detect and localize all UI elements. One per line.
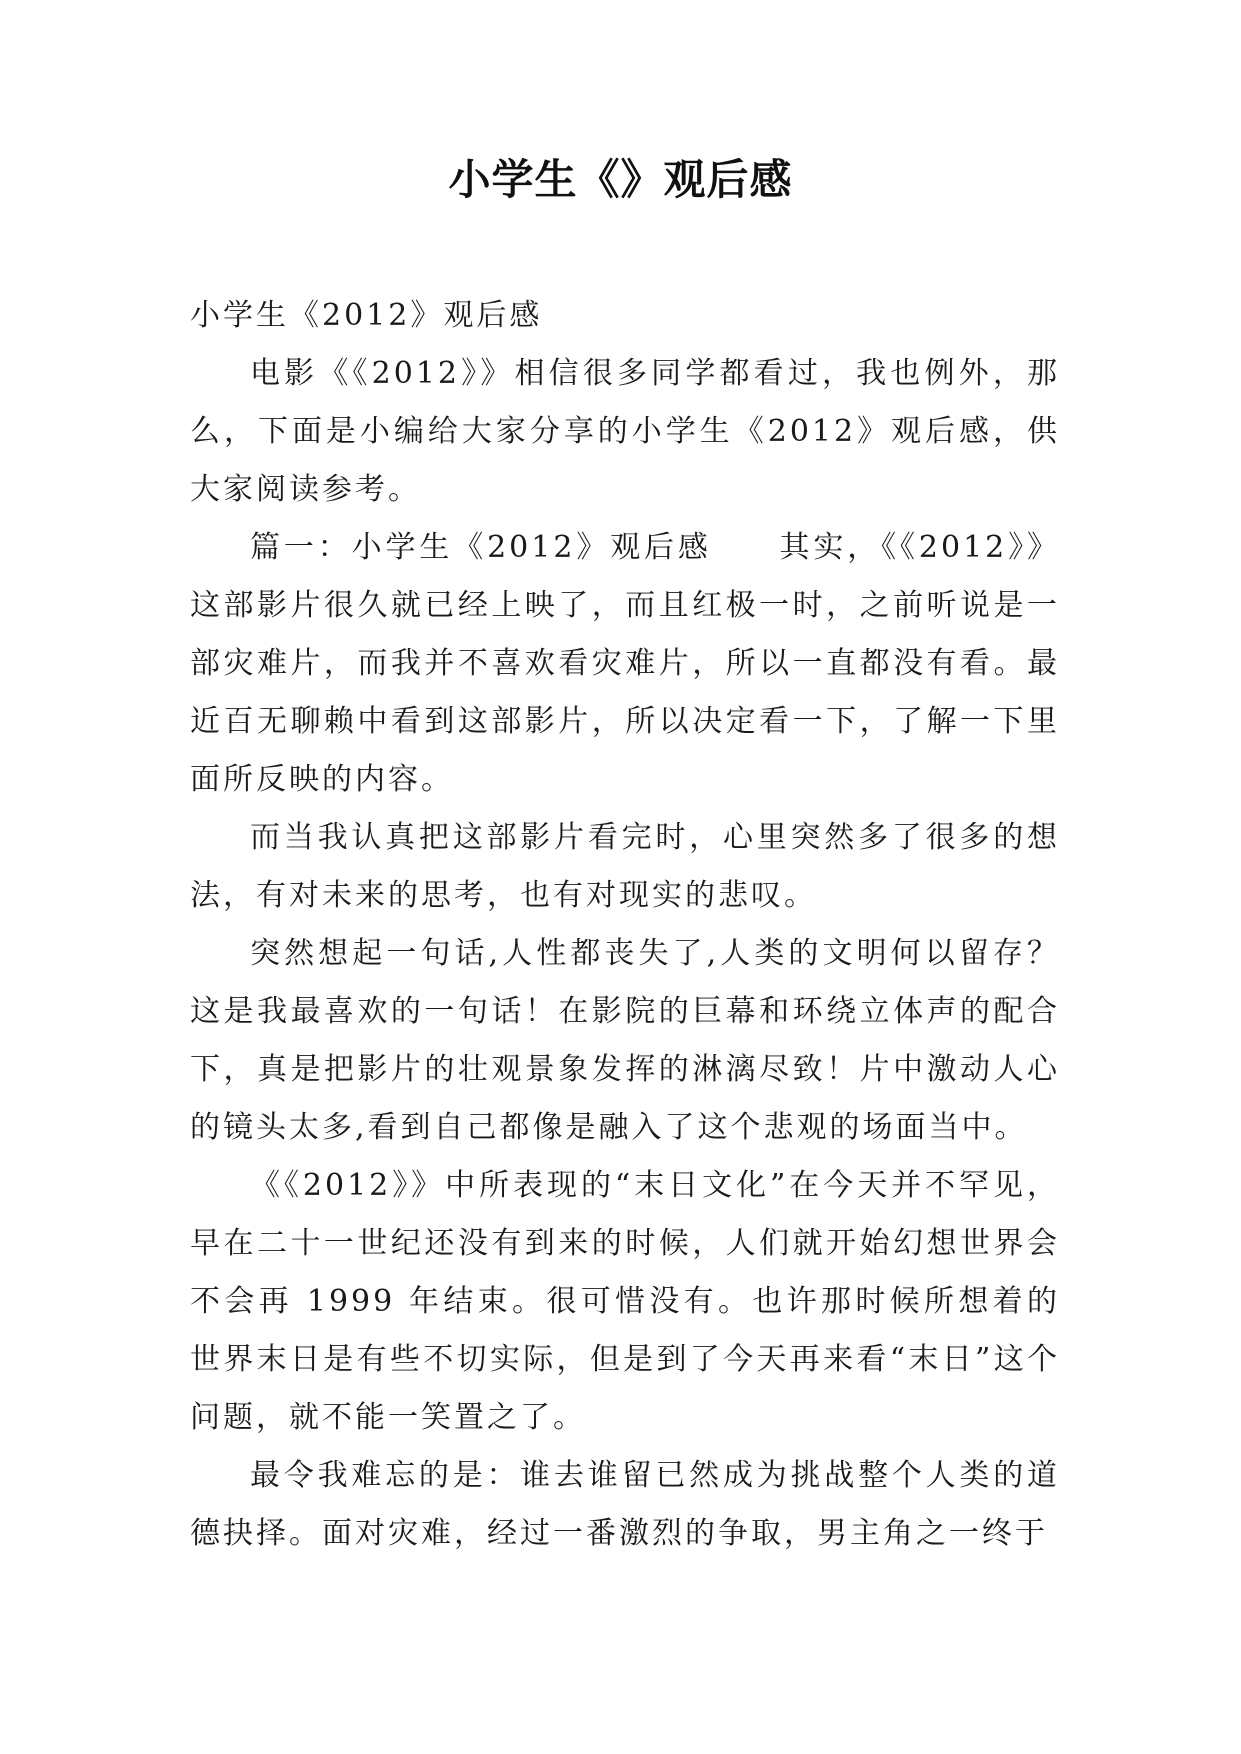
paragraph-part-one: 篇一：小学生《2012》观后感 其实，《《2012》》这部影片很久就已经上映了，而且红极一时，之前听说是一部灾难片，而我并不喜欢看灾难片，所以一直都没有看。最近百无聊赖中看到这部影片，所以决定看一下，了解一下里面所反映的内容。 (190, 530, 1060, 797)
document-body (190, 287, 1060, 1563)
paragraph-quote: 突然想起一句话,人性都丧失了,人类的文明何以留存？这是我最喜欢的一句话！在影院的巨幕和环绕立体声的配合下，真是把影片的壮观景象发挥的淋漓尽致！片中激动人心的镜头太多,看到自己都像是融入了这个悲观的场面当中。 (190, 936, 1060, 1145)
document-subtitle: 小学生《2012》观后感 (190, 298, 543, 333)
paragraph-reflection: 而当我认真把这部影片看完时，心里突然多了很多的想法，有对未来的思考，也有对现实的悲叹。 (190, 820, 1060, 913)
document-title: 小学生《》观后感 (448, 155, 793, 204)
paragraph-doomsday-culture: 《《2012》》中所表现的“末日文化”在今天并不罕见，早在二十一世纪还没有到来的时候，人们就开始幻想世界会不会再 1999 年结束。很可惜没有。也许那时候所想着的世界末日是有些不切实际，但是到了今天再来看“末日”这个问题，就不能一笑置之了。 (190, 1168, 1060, 1435)
paragraph-moral-choice: 最令我难忘的是：谁去谁留已然成为挑战整个人类的道德抉择。面对灾难，经过一番激烈的争取，男主角之一终于 (190, 1458, 1060, 1551)
paragraph-intro: 电影《《2012》》相信很多同学都看过，我也例外，那么，下面是小编给大家分享的小学生《2012》观后感，供大家阅读参考。 (190, 356, 1060, 507)
